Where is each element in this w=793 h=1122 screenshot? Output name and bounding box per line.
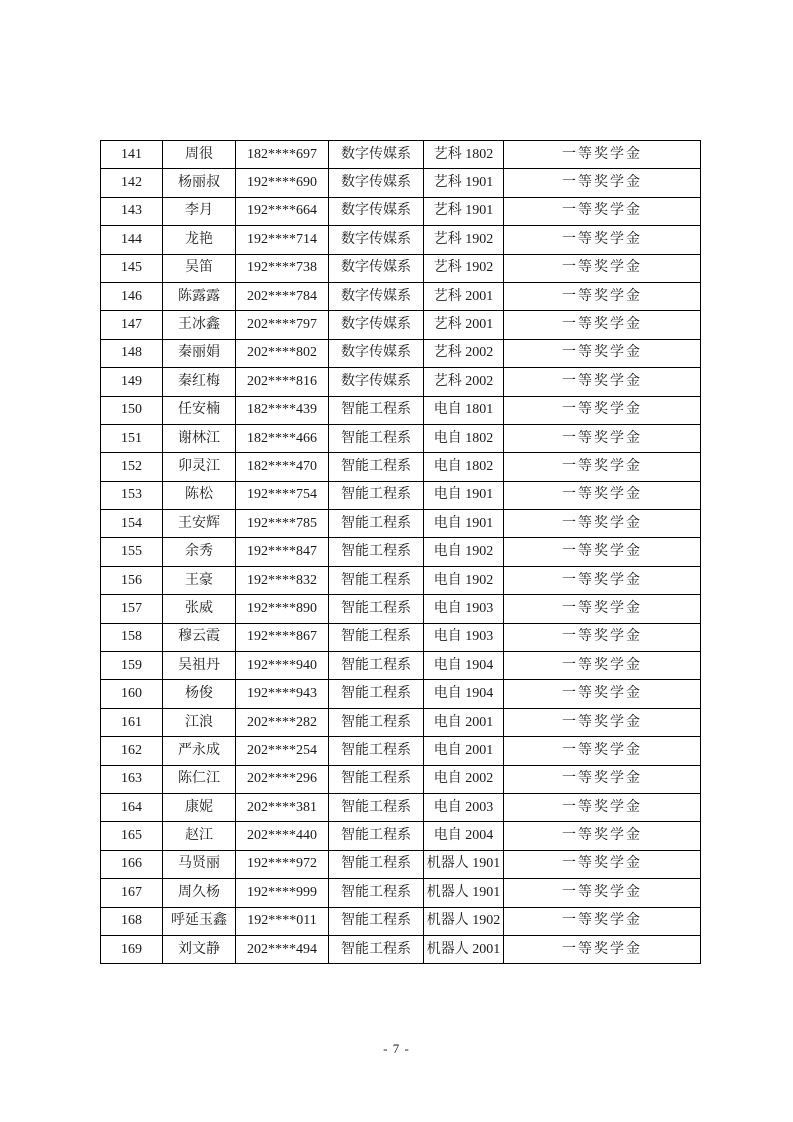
cell-masked-number: 192****754: [236, 481, 329, 509]
cell-scholarship: 一等奖学金: [504, 737, 701, 765]
cell-class: 艺科 1902: [424, 254, 504, 282]
table-row: [101, 424, 701, 452]
cell-class: 电自 1904: [424, 680, 504, 708]
cell-student-name: 江浪: [163, 708, 236, 736]
table-row: [101, 935, 701, 963]
table-row: [101, 822, 701, 850]
cell-student-name: 呼延玉鑫: [163, 907, 236, 935]
cell-row-number: 155: [101, 538, 163, 566]
cell-scholarship: 一等奖学金: [504, 595, 701, 623]
cell-row-number: 166: [101, 850, 163, 878]
cell-student-name: 陈仁江: [163, 765, 236, 793]
cell-department: 数字传媒系: [329, 226, 424, 254]
cell-department: 智能工程系: [329, 652, 424, 680]
cell-row-number: 156: [101, 566, 163, 594]
cell-class: 电自 2004: [424, 822, 504, 850]
cell-student-name: 陈松: [163, 481, 236, 509]
cell-row-number: 149: [101, 368, 163, 396]
cell-class: 艺科 2001: [424, 311, 504, 339]
cell-scholarship: 一等奖学金: [504, 708, 701, 736]
cell-department: 智能工程系: [329, 396, 424, 424]
cell-masked-number: 192****664: [236, 197, 329, 225]
table-row: [101, 680, 701, 708]
cell-row-number: 163: [101, 765, 163, 793]
cell-masked-number: 202****784: [236, 282, 329, 310]
table-row: [101, 538, 701, 566]
cell-student-name: 周很: [163, 141, 236, 169]
cell-scholarship: 一等奖学金: [504, 850, 701, 878]
cell-student-name: 秦丽娟: [163, 339, 236, 367]
cell-department: 数字传媒系: [329, 254, 424, 282]
table-row: [101, 282, 701, 310]
cell-student-name: 李月: [163, 197, 236, 225]
table-row: [101, 850, 701, 878]
cell-row-number: 144: [101, 226, 163, 254]
cell-class: 电自 2002: [424, 765, 504, 793]
cell-scholarship: 一等奖学金: [504, 793, 701, 821]
cell-student-name: 吴笛: [163, 254, 236, 282]
cell-masked-number: 202****381: [236, 793, 329, 821]
cell-student-name: 王安辉: [163, 510, 236, 538]
cell-class: 艺科 2002: [424, 339, 504, 367]
table-row: [101, 737, 701, 765]
cell-masked-number: 182****466: [236, 424, 329, 452]
cell-department: 智能工程系: [329, 737, 424, 765]
cell-department: 智能工程系: [329, 822, 424, 850]
cell-class: 艺科 1901: [424, 169, 504, 197]
cell-scholarship: 一等奖学金: [504, 311, 701, 339]
cell-class: 电自 1903: [424, 623, 504, 651]
cell-row-number: 160: [101, 680, 163, 708]
cell-department: 智能工程系: [329, 623, 424, 651]
cell-student-name: 谢林江: [163, 424, 236, 452]
cell-masked-number: 192****011: [236, 907, 329, 935]
cell-student-name: 龙艳: [163, 226, 236, 254]
cell-row-number: 143: [101, 197, 163, 225]
table-row: [101, 566, 701, 594]
cell-student-name: 马贤丽: [163, 850, 236, 878]
cell-row-number: 157: [101, 595, 163, 623]
cell-scholarship: 一等奖学金: [504, 680, 701, 708]
cell-scholarship: 一等奖学金: [504, 141, 701, 169]
table-row: [101, 197, 701, 225]
cell-class: 机器人 1901: [424, 850, 504, 878]
cell-masked-number: 192****714: [236, 226, 329, 254]
cell-masked-number: 192****867: [236, 623, 329, 651]
cell-department: 数字传媒系: [329, 141, 424, 169]
cell-row-number: 145: [101, 254, 163, 282]
cell-masked-number: 192****785: [236, 510, 329, 538]
cell-row-number: 165: [101, 822, 163, 850]
table-row: [101, 793, 701, 821]
cell-scholarship: 一等奖学金: [504, 822, 701, 850]
cell-scholarship: 一等奖学金: [504, 510, 701, 538]
cell-class: 电自 2003: [424, 793, 504, 821]
cell-department: 智能工程系: [329, 566, 424, 594]
cell-masked-number: 182****470: [236, 453, 329, 481]
cell-scholarship: 一等奖学金: [504, 566, 701, 594]
table-row: [101, 879, 701, 907]
cell-department: 智能工程系: [329, 935, 424, 963]
cell-scholarship: 一等奖学金: [504, 396, 701, 424]
scholarship-table-body: [101, 141, 701, 964]
cell-masked-number: 202****254: [236, 737, 329, 765]
cell-masked-number: 192****940: [236, 652, 329, 680]
cell-row-number: 159: [101, 652, 163, 680]
cell-class: 电自 2001: [424, 708, 504, 736]
cell-student-name: 张威: [163, 595, 236, 623]
cell-department: 智能工程系: [329, 907, 424, 935]
cell-department: 智能工程系: [329, 793, 424, 821]
cell-class: 电自 1802: [424, 424, 504, 452]
cell-row-number: 146: [101, 282, 163, 310]
cell-masked-number: 202****494: [236, 935, 329, 963]
cell-class: 艺科 2001: [424, 282, 504, 310]
cell-department: 智能工程系: [329, 538, 424, 566]
cell-department: 智能工程系: [329, 879, 424, 907]
cell-row-number: 148: [101, 339, 163, 367]
cell-masked-number: 182****697: [236, 141, 329, 169]
table-row: [101, 623, 701, 651]
cell-scholarship: 一等奖学金: [504, 197, 701, 225]
cell-masked-number: 192****847: [236, 538, 329, 566]
cell-department: 数字传媒系: [329, 282, 424, 310]
cell-student-name: 秦红梅: [163, 368, 236, 396]
cell-row-number: 142: [101, 169, 163, 197]
cell-row-number: 168: [101, 907, 163, 935]
cell-student-name: 穆云霞: [163, 623, 236, 651]
cell-class: 艺科 1901: [424, 197, 504, 225]
cell-scholarship: 一等奖学金: [504, 368, 701, 396]
cell-scholarship: 一等奖学金: [504, 424, 701, 452]
cell-student-name: 余秀: [163, 538, 236, 566]
cell-student-name: 吴祖丹: [163, 652, 236, 680]
cell-row-number: 167: [101, 879, 163, 907]
cell-department: 数字传媒系: [329, 197, 424, 225]
cell-masked-number: 192****690: [236, 169, 329, 197]
cell-row-number: 141: [101, 141, 163, 169]
table-row: [101, 141, 701, 169]
cell-masked-number: 182****439: [236, 396, 329, 424]
cell-department: 智能工程系: [329, 481, 424, 509]
table-row: [101, 708, 701, 736]
cell-masked-number: 192****972: [236, 850, 329, 878]
cell-scholarship: 一等奖学金: [504, 623, 701, 651]
table-row: [101, 510, 701, 538]
cell-department: 数字传媒系: [329, 311, 424, 339]
cell-scholarship: 一等奖学金: [504, 879, 701, 907]
cell-student-name: 刘文静: [163, 935, 236, 963]
table-row: [101, 652, 701, 680]
cell-row-number: 151: [101, 424, 163, 452]
cell-row-number: 150: [101, 396, 163, 424]
table-row: [101, 396, 701, 424]
cell-class: 电自 1904: [424, 652, 504, 680]
cell-student-name: 杨俊: [163, 680, 236, 708]
cell-row-number: 158: [101, 623, 163, 651]
table-row: [101, 368, 701, 396]
cell-scholarship: 一等奖学金: [504, 907, 701, 935]
cell-scholarship: 一等奖学金: [504, 453, 701, 481]
table-row: [101, 453, 701, 481]
cell-scholarship: 一等奖学金: [504, 765, 701, 793]
cell-department: 智能工程系: [329, 680, 424, 708]
cell-student-name: 王冰鑫: [163, 311, 236, 339]
cell-student-name: 卯灵江: [163, 453, 236, 481]
cell-class: 艺科 1802: [424, 141, 504, 169]
table-row: [101, 481, 701, 509]
cell-department: 数字传媒系: [329, 368, 424, 396]
cell-class: 电自 1901: [424, 510, 504, 538]
cell-student-name: 严永成: [163, 737, 236, 765]
cell-masked-number: 202****296: [236, 765, 329, 793]
cell-student-name: 赵江: [163, 822, 236, 850]
cell-scholarship: 一等奖学金: [504, 282, 701, 310]
cell-student-name: 康妮: [163, 793, 236, 821]
cell-class: 机器人 1902: [424, 907, 504, 935]
cell-masked-number: 202****440: [236, 822, 329, 850]
cell-class: 艺科 1902: [424, 226, 504, 254]
cell-scholarship: 一等奖学金: [504, 538, 701, 566]
cell-class: 电自 2001: [424, 737, 504, 765]
cell-class: 电自 1901: [424, 481, 504, 509]
cell-department: 智能工程系: [329, 453, 424, 481]
cell-masked-number: 202****816: [236, 368, 329, 396]
cell-masked-number: 202****282: [236, 708, 329, 736]
cell-department: 智能工程系: [329, 850, 424, 878]
cell-masked-number: 202****802: [236, 339, 329, 367]
cell-student-name: 周久杨: [163, 879, 236, 907]
cell-department: 智能工程系: [329, 510, 424, 538]
cell-row-number: 164: [101, 793, 163, 821]
cell-class: 电自 1902: [424, 538, 504, 566]
cell-student-name: 王豪: [163, 566, 236, 594]
cell-masked-number: 192****832: [236, 566, 329, 594]
cell-class: 电自 1903: [424, 595, 504, 623]
cell-student-name: 任安楠: [163, 396, 236, 424]
cell-student-name: 杨丽叔: [163, 169, 236, 197]
cell-row-number: 161: [101, 708, 163, 736]
cell-class: 艺科 2002: [424, 368, 504, 396]
cell-department: 数字传媒系: [329, 169, 424, 197]
cell-masked-number: 202****797: [236, 311, 329, 339]
cell-class: 电自 1801: [424, 396, 504, 424]
cell-department: 智能工程系: [329, 765, 424, 793]
table-row: [101, 907, 701, 935]
cell-row-number: 154: [101, 510, 163, 538]
table-row: [101, 339, 701, 367]
cell-scholarship: 一等奖学金: [504, 652, 701, 680]
cell-class: 电自 1902: [424, 566, 504, 594]
cell-scholarship: 一等奖学金: [504, 339, 701, 367]
cell-department: 智能工程系: [329, 424, 424, 452]
cell-scholarship: 一等奖学金: [504, 254, 701, 282]
cell-row-number: 152: [101, 453, 163, 481]
table-row: [101, 226, 701, 254]
cell-masked-number: 192****738: [236, 254, 329, 282]
table-row: [101, 311, 701, 339]
cell-department: 智能工程系: [329, 595, 424, 623]
cell-row-number: 147: [101, 311, 163, 339]
cell-scholarship: 一等奖学金: [504, 226, 701, 254]
cell-department: 智能工程系: [329, 708, 424, 736]
cell-department: 数字传媒系: [329, 339, 424, 367]
cell-masked-number: 192****999: [236, 879, 329, 907]
cell-row-number: 153: [101, 481, 163, 509]
cell-scholarship: 一等奖学金: [504, 169, 701, 197]
page-number: - 7 -: [383, 1041, 410, 1056]
table-row: [101, 765, 701, 793]
cell-masked-number: 192****890: [236, 595, 329, 623]
cell-row-number: 162: [101, 737, 163, 765]
cell-scholarship: 一等奖学金: [504, 481, 701, 509]
table-row: [101, 595, 701, 623]
scholarship-table: [100, 140, 701, 964]
cell-student-name: 陈露露: [163, 282, 236, 310]
cell-masked-number: 192****943: [236, 680, 329, 708]
table-row: [101, 254, 701, 282]
cell-scholarship: 一等奖学金: [504, 935, 701, 963]
cell-class: 机器人 2001: [424, 935, 504, 963]
table-row: [101, 169, 701, 197]
cell-class: 机器人 1901: [424, 879, 504, 907]
cell-class: 电自 1802: [424, 453, 504, 481]
cell-row-number: 169: [101, 935, 163, 963]
